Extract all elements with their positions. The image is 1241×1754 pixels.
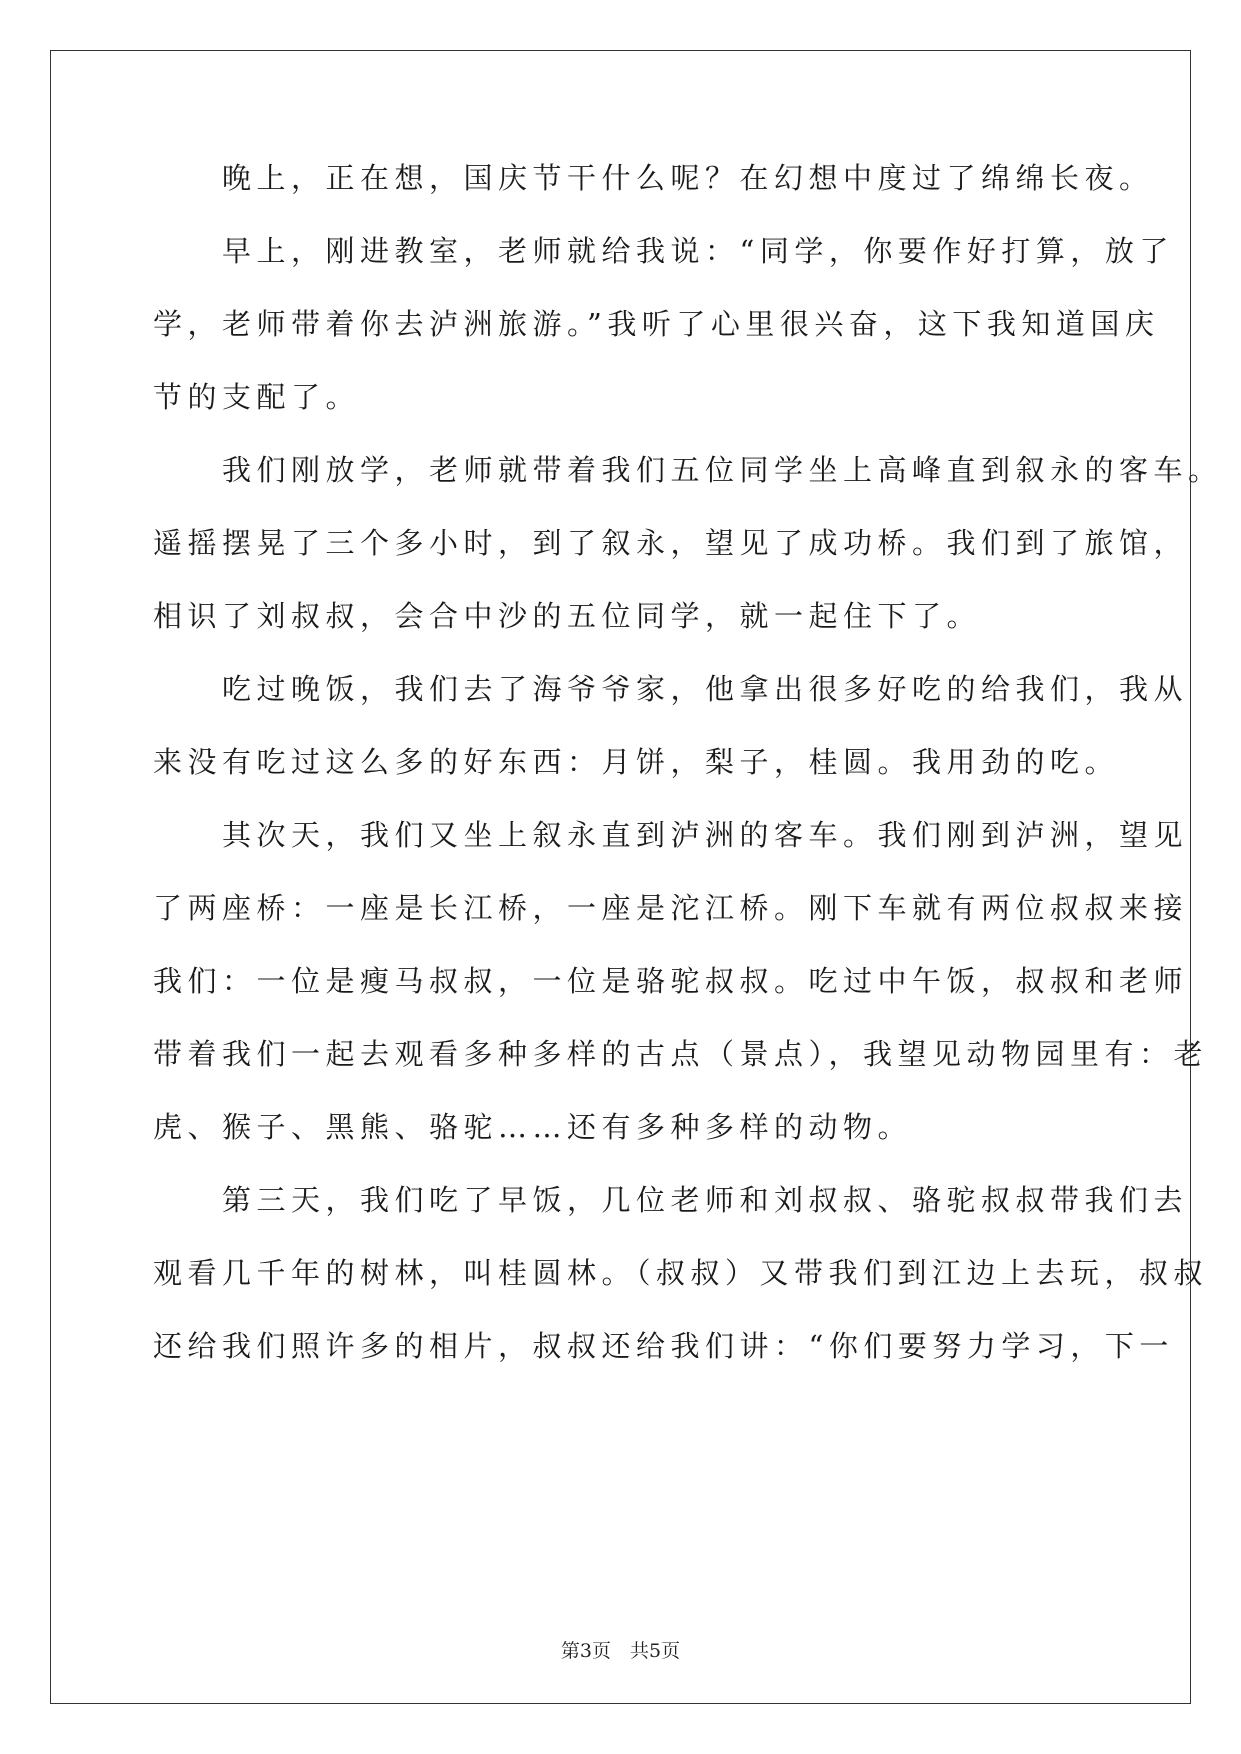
text-line: 带着我们一起去观看多种多样的古点（景点），我望见动物园里有：老 (153, 1037, 1209, 1071)
page-number-footer: 第3页 共5页 (560, 1640, 681, 1662)
text-line: 来没有吃过这么多的好东西：月饼，梨子，桂圆。我用劲的吃。 (153, 745, 1120, 779)
text-line: 第三天，我们吃了早饭，几位老师和刘叔叔、骆驼叔叔带我们去 (153, 1183, 1189, 1217)
text-line: 早上，刚进教室，老师就给我说：“同学，你要作好打算，放了 (153, 234, 1174, 268)
text-line: 吃过晚饭，我们去了海爷爷家，他拿出很多好吃的给我们，我从 (153, 672, 1189, 706)
text-line: 还给我们照许多的相片，叔叔还给我们讲：“你们要努力学习，下一 (153, 1329, 1174, 1363)
text-line: 了两座桥：一座是长江桥，一座是沱江桥。刚下车就有两位叔叔来接 (153, 891, 1189, 925)
text-line: 相识了刘叔叔，会合中沙的五位同学，就一起住下了。 (153, 599, 982, 633)
page-border (50, 50, 1191, 1704)
text-line: 观看几千年的树林，叫桂圆林。（叔叔）又带我们到江边上去玩，叔叔 (153, 1256, 1209, 1290)
text-line: 晚上，正在想，国庆节干什么呢？在幻想中度过了绵绵长夜。 (153, 161, 1154, 195)
text-line: 节的支配了。 (153, 380, 361, 414)
text-line: 我们：一位是瘦马叔叔，一位是骆驼叔叔。吃过中午饭，叔叔和老师 (153, 964, 1189, 998)
text-line: 其次天，我们又坐上叙永直到泸洲的客车。我们刚到泸洲，望见 (153, 818, 1189, 852)
text-line: 遥摇摆晃了三个多小时，到了叙永，望见了成功桥。我们到了旅馆， (153, 526, 1189, 560)
text-line: 我们刚放学，老师就带着我们五位同学坐上高峰直到叙永的客车。 (153, 453, 1223, 487)
text-line: 学，老师带着你去泸洲旅游。”我听了心里很兴奋，这下我知道国庆 (153, 307, 1160, 341)
text-line: 虎、猴子、黑熊、骆驼……还有多种多样的动物。 (153, 1110, 913, 1144)
